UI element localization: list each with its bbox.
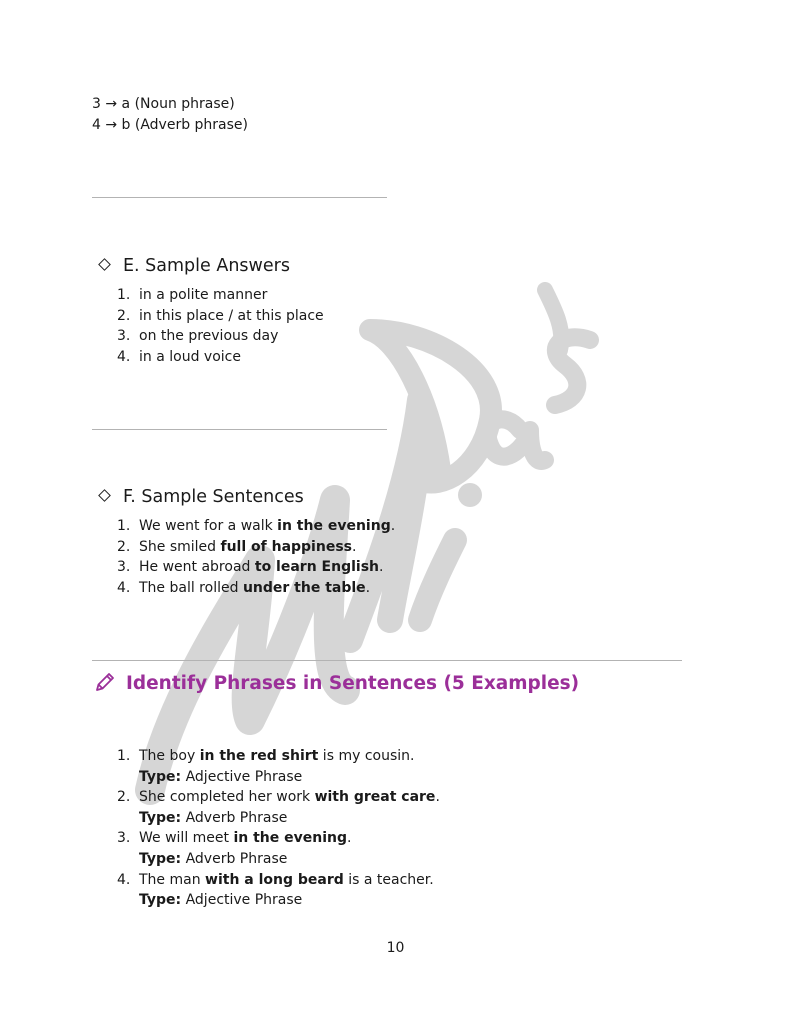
- divider: [92, 429, 387, 430]
- list-item: 1. in a polite manner: [117, 287, 268, 303]
- list-item: 1. We went for a walk in the evening.: [117, 518, 396, 534]
- list-item: 2. in this place / at this place: [117, 307, 324, 324]
- list-item: 4. in a loud voice: [117, 348, 241, 365]
- list-item: 2. She smiled full of happiness.: [117, 538, 357, 555]
- pencil-icon: [94, 671, 116, 693]
- divider: [92, 660, 682, 661]
- list-item: 4. The ball rolled under the table.: [117, 579, 371, 596]
- section-f-heading: [100, 485, 304, 509]
- phrase-type: Type: Adjective Phrase: [139, 892, 303, 909]
- divider: [92, 197, 387, 198]
- answer-line: 4 → b (Adverb phrase): [92, 117, 249, 133]
- list-item: 3. on the previous day: [117, 328, 279, 345]
- identify-heading: [94, 671, 579, 697]
- section-f-title: F. Sample Sentences: [123, 487, 304, 507]
- section-e-title: E. Sample Answers: [123, 256, 290, 276]
- diamond-bullet-icon: [98, 258, 111, 271]
- section-e-heading: [100, 254, 290, 278]
- list-item: 3. We will meet in the evening. Type: Adverb Phrase: [117, 828, 440, 869]
- list-item: 2. She completed her work with great care. Type: Adverb Phrase: [117, 787, 440, 828]
- answer-line: 3 → a (Noun phrase): [92, 96, 235, 112]
- phrase-type: Type: Adverb Phrase: [139, 809, 288, 826]
- list-item: 1. The boy in the red shirt is my cousin. Type: Adjective Phrase: [117, 746, 440, 787]
- identify-list: [117, 746, 440, 911]
- list-item: 3. He went abroad to learn English.: [117, 559, 384, 576]
- page-number: 10: [386, 940, 405, 956]
- list-item: 4. The man with a long beard is a teacher. Type: Adjective Phrase: [117, 870, 440, 911]
- section-f-list: [117, 516, 395, 598]
- phrase-type: Type: Adverb Phrase: [139, 850, 288, 867]
- phrase-type: Type: Adjective Phrase: [139, 768, 303, 785]
- section-e-list: [117, 285, 324, 367]
- identify-title: Identify Phrases in Sentences (5 Examples): [126, 673, 580, 694]
- diamond-bullet-icon: [98, 489, 111, 502]
